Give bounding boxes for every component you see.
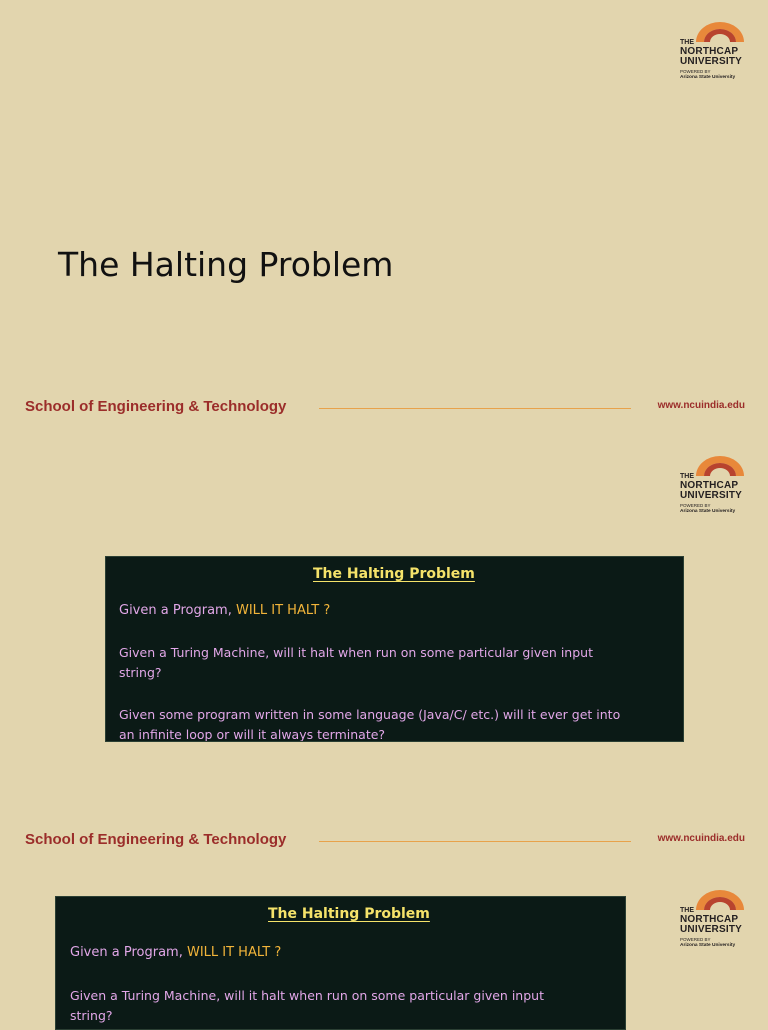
board-line-3b: an infinite loop or will it always terminate? <box>119 727 386 742</box>
board-line-1 <box>119 603 330 618</box>
logo-line-asu: Arizona State University <box>680 75 736 80</box>
board-line-2b: string? <box>119 665 162 680</box>
school-name: School of Engineering & Technology <box>25 398 287 415</box>
website-url: www.ncuindia.edu <box>657 833 745 844</box>
board-line-1-text: Given a Program, <box>70 945 187 960</box>
logo-line-northcap: NORTHCAP <box>680 480 739 491</box>
chalkboard-image <box>55 896 626 1030</box>
university-logo <box>680 22 746 84</box>
logo-line-university: UNIVERSITY <box>680 490 743 501</box>
logo-line-powered: POWERED BY <box>680 503 711 508</box>
board-line-2b: string? <box>70 1008 113 1023</box>
logo-line-northcap: NORTHCAP <box>680 46 739 57</box>
logo-line-asu: Arizona State University <box>680 509 736 514</box>
board-line-1-highlight: WILL IT HALT ? <box>186 945 282 960</box>
logo-line-powered: POWERED BY <box>680 937 711 942</box>
slide-3 <box>0 860 768 1024</box>
arch-logo-icon <box>694 456 746 476</box>
logo-line-the: THE <box>680 907 694 914</box>
board-line-1-text: Given a Program, <box>119 603 236 618</box>
board-line-2a: Given a Turing Machine, will it halt when run on some particular given input <box>70 988 544 1003</box>
university-logo <box>680 456 746 518</box>
board-line-1-highlight: WILL IT HALT ? <box>235 603 331 618</box>
board-line-1 <box>70 945 281 960</box>
logo-line-the: THE <box>680 39 694 46</box>
board-heading: The Halting Problem <box>313 566 475 582</box>
logo-line-the: THE <box>680 473 694 480</box>
logo-line-university: UNIVERSITY <box>680 924 743 935</box>
arch-logo-icon <box>694 22 746 42</box>
website-url: www.ncuindia.edu <box>657 400 745 411</box>
slide-1 <box>0 0 768 440</box>
logo-line-asu: Arizona State University <box>680 943 736 948</box>
board-heading: The Halting Problem <box>268 906 430 922</box>
logo-line-northcap: NORTHCAP <box>680 914 739 925</box>
school-name: School of Engineering & Technology <box>25 831 287 848</box>
slide-footer <box>25 398 745 418</box>
arch-logo-icon <box>694 890 746 910</box>
slide-2 <box>0 440 768 860</box>
chalkboard-image <box>105 556 684 742</box>
footer-divider <box>319 841 631 842</box>
slide-title: The Halting Problem <box>58 245 394 284</box>
board-line-3a: Given some program written in some language (Java/C/ etc.) will it ever get into <box>119 707 621 722</box>
slide-footer <box>25 831 745 851</box>
logo-line-university: UNIVERSITY <box>680 56 743 67</box>
board-line-2a: Given a Turing Machine, will it halt when run on some particular given input <box>119 645 593 660</box>
university-logo <box>680 890 746 952</box>
logo-line-powered: POWERED BY <box>680 69 711 74</box>
footer-divider <box>319 408 631 409</box>
